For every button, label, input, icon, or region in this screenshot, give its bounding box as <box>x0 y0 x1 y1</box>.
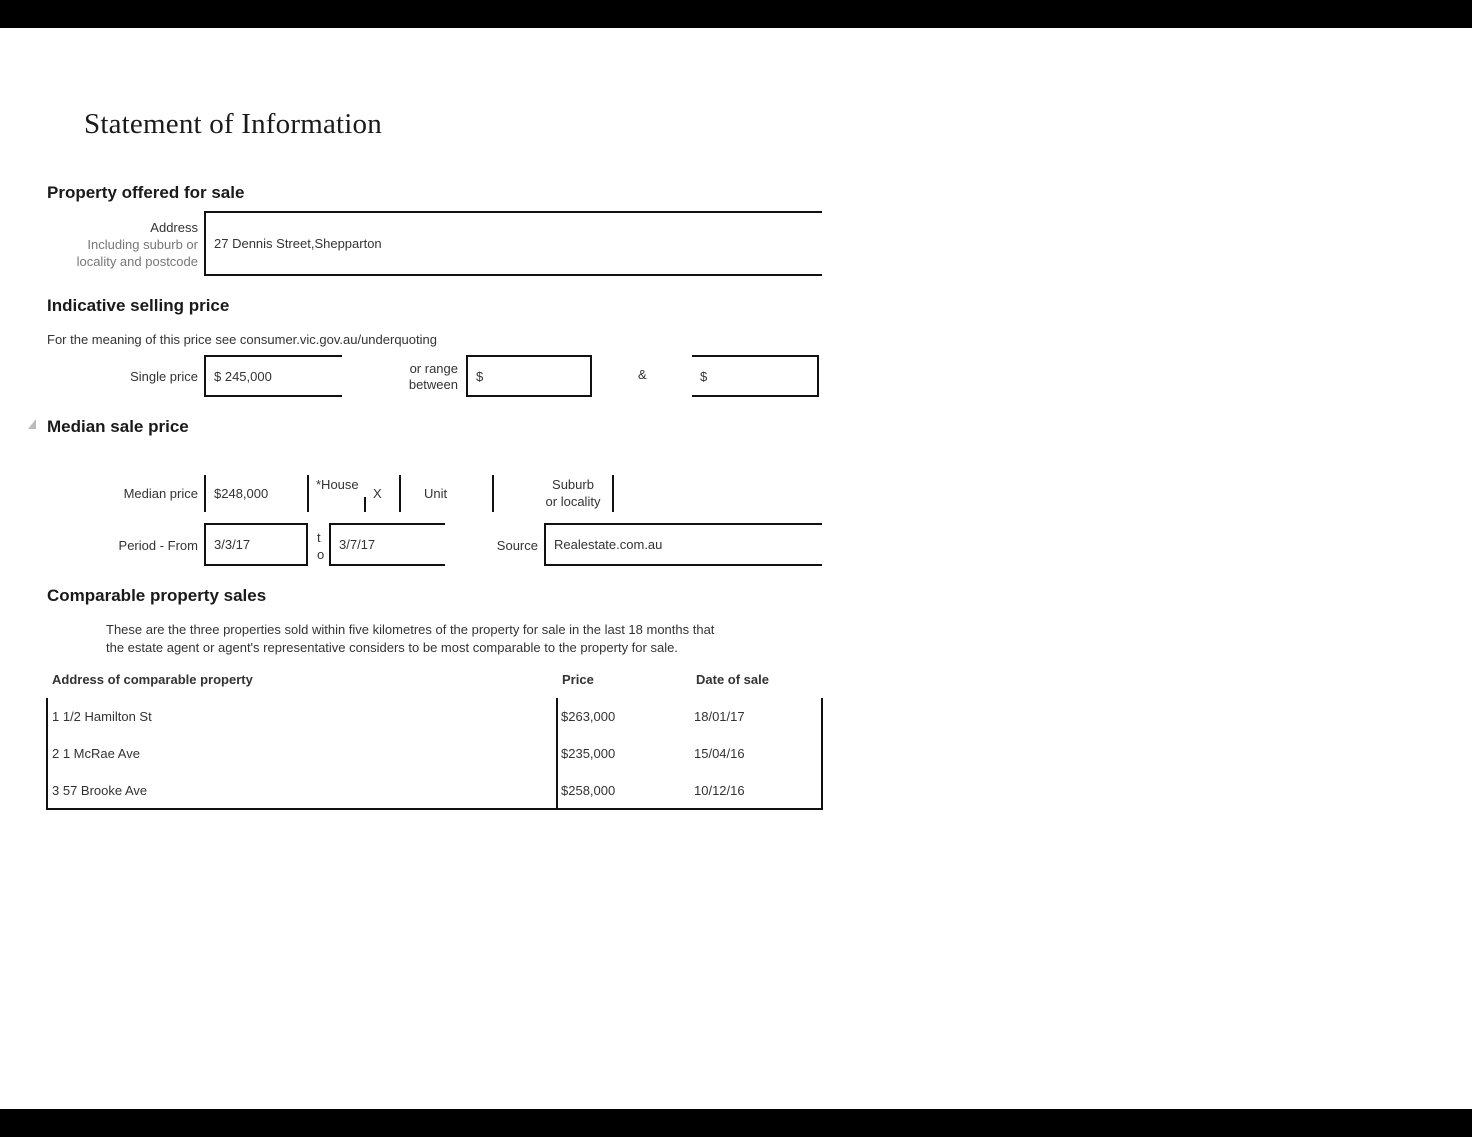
period-label: Period - From <box>118 538 198 553</box>
single-price-field[interactable] <box>204 355 342 397</box>
row-2-date: 15/04/16 <box>694 746 745 761</box>
median-divider-1 <box>204 475 206 512</box>
address-sublabel-1: Including suburb or <box>87 237 198 252</box>
address-sublabel-2: locality and postcode <box>76 254 198 269</box>
single-price-label: Single price <box>130 369 198 384</box>
median-divider-5 <box>612 475 614 512</box>
meaning-text: For the meaning of this price see consumer.vic.gov.au/underquoting <box>47 332 437 347</box>
column-header-address: Address of comparable property <box>52 672 253 687</box>
suburb-label-1: Suburb <box>552 477 594 492</box>
median-divider-2 <box>307 475 309 512</box>
collapse-triangle-icon[interactable] <box>28 419 36 429</box>
period-to-value: 3/7/17 <box>339 537 376 552</box>
range-and: & <box>638 367 647 382</box>
source-field[interactable] <box>544 523 822 566</box>
address-value: 27 Dennis Street,Shepparton <box>214 236 382 251</box>
page-title: Statement of Information <box>84 108 382 140</box>
median-divider-3 <box>399 475 401 512</box>
median-heading: Median sale price <box>47 417 189 436</box>
row-2-address: 2 1 McRae Ave <box>52 746 140 761</box>
bottom-black-bar <box>0 1109 1472 1137</box>
comparable-description-2: the estate agent or agent's representative considers to be most comparable to the property for sale. <box>106 640 678 655</box>
top-black-bar <box>0 0 1472 28</box>
house-mark[interactable]: X <box>373 486 382 501</box>
range-to-field[interactable] <box>692 355 819 397</box>
unit-label: Unit <box>424 486 448 501</box>
row-1-address: 1 1/2 Hamilton St <box>52 709 152 724</box>
row-1-price: $263,000 <box>561 709 616 724</box>
row-3-address: 3 57 Brooke Ave <box>52 783 148 798</box>
row-3-price: $258,000 <box>561 783 616 798</box>
range-label-1: or range <box>409 361 458 376</box>
row-3-date: 10/12/16 <box>694 783 745 798</box>
table-border-right <box>821 698 823 810</box>
median-price-label: Median price <box>123 486 198 501</box>
row-2-price: $235,000 <box>561 746 616 761</box>
suburb-label-2: or locality <box>545 494 601 509</box>
row-1-date: 18/01/17 <box>694 709 745 724</box>
single-price-value: $ 245,000 <box>214 368 272 384</box>
comparable-heading: Comparable property sales <box>47 586 267 605</box>
comparable-description-1: These are the three properties sold within five kilometres of the property for sale in the last 18 months that <box>106 622 715 637</box>
column-header-price: Price <box>562 672 594 687</box>
range-from-value: $ <box>476 368 484 384</box>
table-border-left <box>46 698 48 810</box>
house-checkbox-tick <box>364 497 366 512</box>
address-field[interactable] <box>204 211 822 276</box>
range-to-value: $ <box>700 368 708 384</box>
range-from-field[interactable] <box>466 355 592 397</box>
column-header-date: Date of sale <box>696 672 769 687</box>
to-label-t: t <box>317 530 321 545</box>
address-label: Address <box>150 220 198 235</box>
indicative-heading: Indicative selling price <box>47 296 230 315</box>
house-label: *House <box>316 477 359 492</box>
to-label-o: o <box>317 547 325 562</box>
range-label-2: between <box>408 377 458 392</box>
property-heading: Property offered for sale <box>47 183 245 202</box>
period-to-field[interactable] <box>329 523 445 566</box>
table-border-bottom <box>46 808 823 810</box>
table-divider <box>556 698 558 810</box>
source-label: Source <box>496 538 538 553</box>
median-price-value[interactable]: $248,000 <box>214 486 269 501</box>
median-divider-4 <box>492 475 494 512</box>
period-from-field[interactable] <box>204 523 308 566</box>
period-from-value: 3/3/17 <box>214 537 251 552</box>
source-value: Realestate.com.au <box>554 537 663 552</box>
